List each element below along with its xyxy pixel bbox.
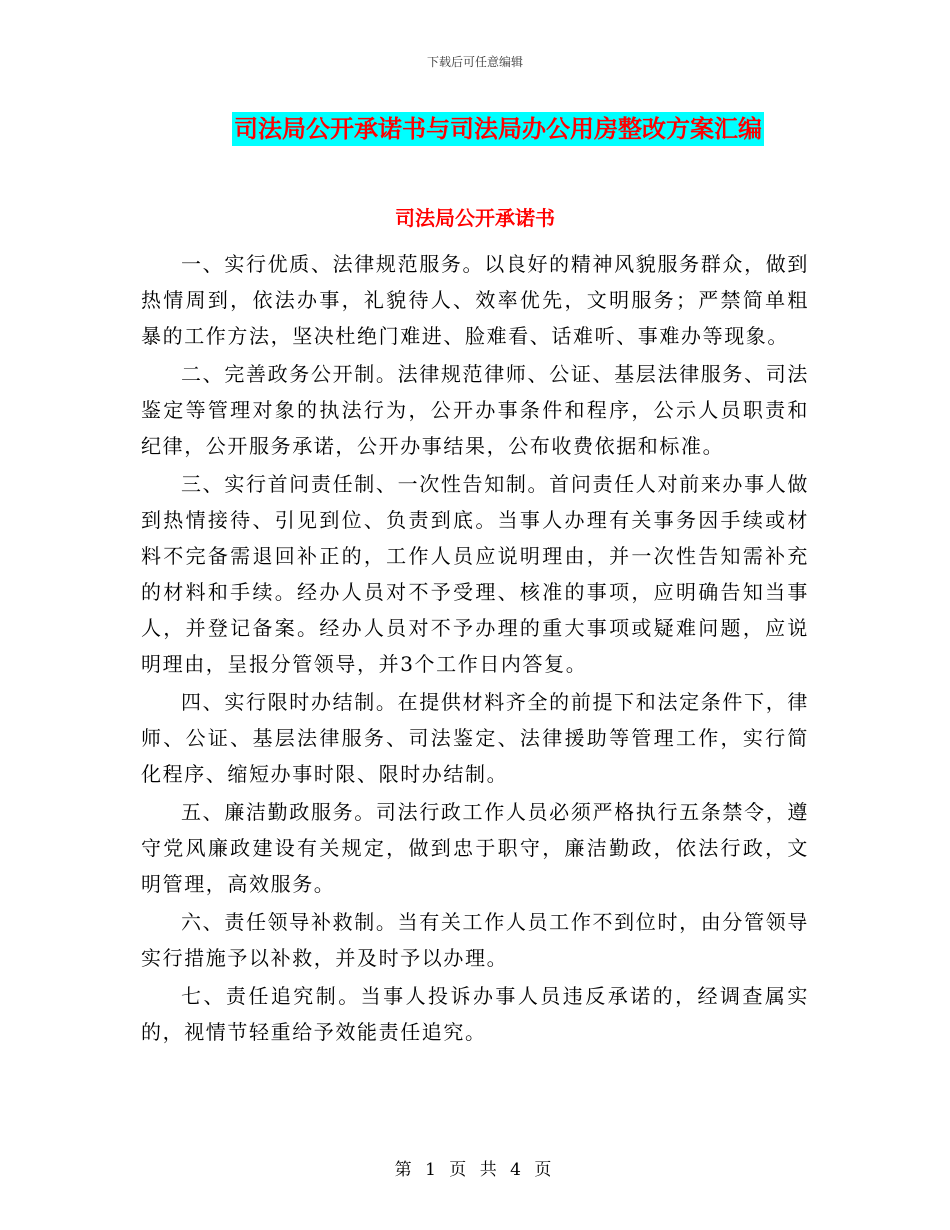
document-body bbox=[141, 246, 809, 1050]
paragraph-7: 七、责任追究制。当事人投诉办事人员违反承诺的，经调查属实的，视情节轻重给予效能责任追究。 bbox=[141, 984, 809, 1044]
header-note: 下载后可任意编辑 bbox=[426, 55, 523, 69]
paragraph-3: 三、实行首问责任制、一次性告知制。首问责任人对前来办事人做到热情接待、引见到位、负责到底。当事人办理有关事务因手续或材料不完备需退回补正的，工作人员应说明理由，并一次性告知需补充的材料和手续。经办人员对不予受理、核准的事项，应明确告知当事人，并登记备案。经办人员对不予办理的重大事项或疑难问题，应说明理由，呈报分管领导，并3个工作日内答复。 bbox=[141, 472, 809, 676]
paragraph-2: 二、完善政务公开制。法律规范律师、公证、基层法律服务、司法鉴定等管理对象的执法行为，公开办事条件和程序，公示人员职责和纪律，公开服务承诺，公开办事结果，公布收费依据和标准。 bbox=[141, 362, 809, 458]
section-title: 司法局公开承诺书 bbox=[395, 206, 555, 230]
page-number-footer: 第 1 页 共 4 页 bbox=[394, 1160, 556, 1180]
document-title bbox=[0, 112, 950, 146]
paragraph-4: 四、实行限时办结制。在提供材料齐全的前提下和法定条件下，律师、公证、基层法律服务、司法鉴定、法律援助等管理工作，实行简化程序、缩短办事时限、限时办结制。 bbox=[141, 690, 809, 786]
paragraph-1: 一、实行优质、法律规范服务。以良好的精神风貌服务群众，做到热情周到，依法办事，礼貌待人、效率优先，文明服务；严禁简单粗暴的工作方法，坚决杜绝门难进、脸难看、话难听、事难办等现象。 bbox=[141, 252, 809, 348]
document-title-text: 司法局公开承诺书与司法局办公用房整改方案汇编 bbox=[232, 112, 764, 146]
paragraph-5: 五、廉洁勤政服务。司法行政工作人员必须严格执行五条禁令，遵守党风廉政建设有关规定，做到忠于职守，廉洁勤政，依法行政，文明管理，高效服务。 bbox=[141, 800, 809, 896]
paragraph-6: 六、责任领导补救制。当有关工作人员工作不到位时，由分管领导实行措施予以补救，并及时予以办理。 bbox=[141, 910, 809, 970]
